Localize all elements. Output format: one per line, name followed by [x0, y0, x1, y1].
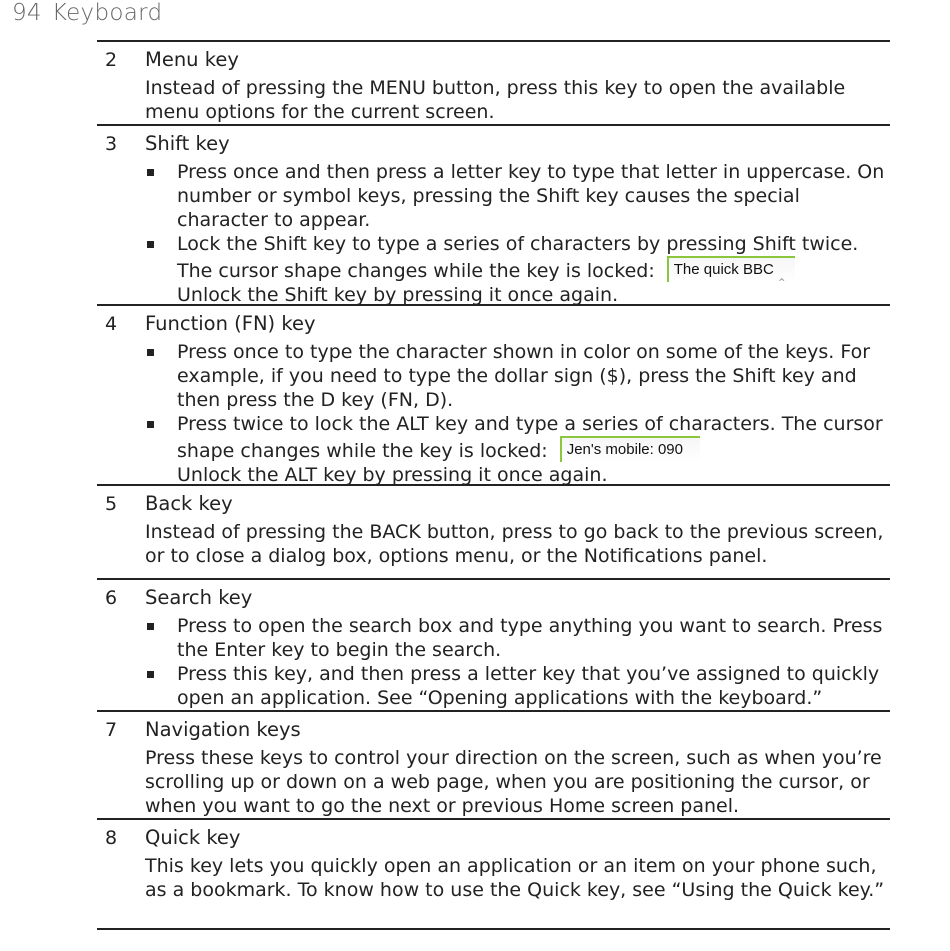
bullet-square-icon [147, 169, 154, 176]
key-row-quick [97, 820, 890, 930]
key-row-navigation [97, 712, 890, 820]
cursor-sample-text: The quick BBC [673, 261, 774, 278]
bullet-after-text: Unlock the Shift key by pressing it once again. [177, 284, 619, 306]
row-description: Instead of pressing the BACK button, press to go back to the previous screen, or to close a dialog box, options menu, or the Notifications panel. [145, 521, 884, 567]
row-content [145, 718, 886, 818]
bullet-list [145, 614, 886, 710]
row-description: This key lets you quickly open an application or an item on your phone such, as a bookmark. To know how to use the Quick key, see “Using the Quick key.” [145, 855, 885, 901]
row-title: Quick key [145, 826, 241, 849]
row-number: 4 [105, 313, 118, 335]
shift-cursor-sample [667, 256, 795, 290]
row-number: 2 [105, 49, 118, 71]
key-row-function [97, 306, 890, 486]
row-title: Function (FN) key [145, 312, 316, 335]
bullet-text: Press once and then press a letter key to type that letter in uppercase. On number or symbol keys, pressing the Shift key causes the special character to appear. [177, 161, 885, 231]
bullet-square-icon [147, 241, 154, 248]
row-content [145, 826, 886, 902]
row-title: Search key [145, 586, 253, 609]
row-content [145, 132, 886, 307]
row-number: 7 [105, 719, 118, 741]
row-title: Menu key [145, 48, 239, 71]
bullet-list [145, 160, 886, 307]
bullet-text: Press to open the search box and type anything you want to search. Press the Enter key to begin the search. [177, 615, 883, 661]
bullet-item [145, 340, 886, 412]
row-description: Instead of pressing the MENU button, press this key to open the available menu options for the current screen. [145, 77, 846, 123]
bullet-item [145, 232, 886, 307]
bullet-text: Press once to type the character shown in color on some of the keys. For example, if you need to type the dollar sign ($), press the Shift key and then press the D key (FN, D). [177, 341, 871, 411]
bullet-list [145, 340, 886, 487]
shift-lock-cursor-icon: ⌃ [776, 276, 787, 290]
page-title: Keyboard [51, 0, 163, 26]
row-title: Back key [145, 492, 233, 515]
row-number: 3 [105, 133, 118, 155]
bullet-square-icon [147, 671, 154, 678]
row-number: 8 [105, 827, 118, 849]
row-title: Shift key [145, 132, 230, 155]
bullet-item [145, 662, 886, 710]
key-row-shift [97, 126, 890, 306]
bullet-item [145, 160, 886, 232]
bullet-item [145, 614, 886, 662]
row-description: Press these keys to control your direction on the screen, such as when you’re scrolling up or down on a web page, when you are positioning the cursor, or when you want to go the next or previous Home screen panel. [145, 747, 882, 817]
bullet-text: Press twice to lock the ALT key and type a series of characters. The cursor shape changes while the key is locked: [177, 413, 883, 462]
bullet-square-icon [147, 421, 154, 428]
bullet-square-icon [147, 349, 154, 356]
alt-cursor-sample [560, 436, 700, 462]
row-number: 6 [105, 587, 118, 609]
bullet-text: Press this key, and then press a letter key that you’ve assigned to quickly open an application. See “Opening applications with the keyboard.” [177, 663, 880, 709]
key-row-back [97, 486, 890, 580]
row-content [145, 312, 886, 487]
cursor-sample-text: Jen's mobile: 090 [566, 441, 683, 458]
key-table [97, 40, 890, 930]
bullet-text: Lock the Shift key to type a series of characters by pressing Shift twice. The cursor shape changes while the key is locked: [177, 233, 859, 282]
row-content [145, 586, 886, 710]
bullet-item [145, 412, 886, 487]
page-number: 94 [12, 0, 42, 26]
key-row-search [97, 580, 890, 712]
key-row-menu [97, 42, 890, 126]
bullet-after-text: Unlock the ALT key by pressing it once again. [177, 464, 608, 486]
row-number: 5 [105, 493, 118, 515]
row-content [145, 48, 886, 124]
row-content [145, 492, 886, 568]
row-title: Navigation keys [145, 718, 301, 741]
bullet-square-icon [147, 623, 154, 630]
page-header [12, 0, 162, 26]
